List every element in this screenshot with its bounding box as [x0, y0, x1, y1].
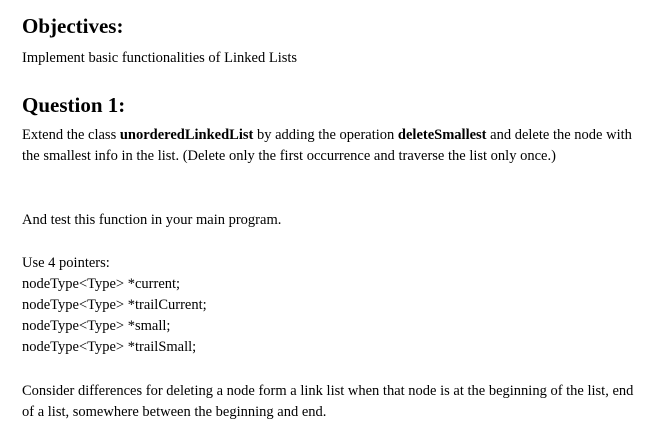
consider-instruction: Consider differences for deleting a node form a link list when that node is at the beginning of the list, end of a list, somewhere between the beginning and end. — [22, 383, 634, 420]
pointer-declaration-small: nodeType<Type> *small; — [22, 318, 171, 334]
question-intro-part-1: Extend the class — [22, 127, 120, 143]
operation-name: deleteSmallest — [397, 127, 487, 143]
objectives-text: Implement basic functionalities of Linked Lists — [22, 50, 298, 66]
test-instruction: And test this function in your main program. — [22, 212, 282, 228]
pointers-block — [22, 253, 207, 358]
question-intro-part-3: and delete the node with the smallest info in the list. (Delete only the first occurrence and traverse the list only once.) — [22, 127, 632, 164]
objectives-heading: Objectives: — [22, 14, 124, 38]
class-name: unorderedLinkedList — [119, 127, 254, 143]
question-description — [22, 125, 647, 167]
question-heading: Question 1: — [22, 93, 126, 117]
question-intro-part-2: by adding the operation — [253, 127, 398, 143]
pointer-declaration-current: nodeType<Type> *current; — [22, 276, 181, 292]
pointer-declaration-trail-current: nodeType<Type> *trailCurrent; — [22, 297, 207, 313]
pointer-declaration-trail-small: nodeType<Type> *trailSmall; — [22, 339, 197, 355]
pointers-label: Use 4 pointers: — [22, 255, 110, 271]
